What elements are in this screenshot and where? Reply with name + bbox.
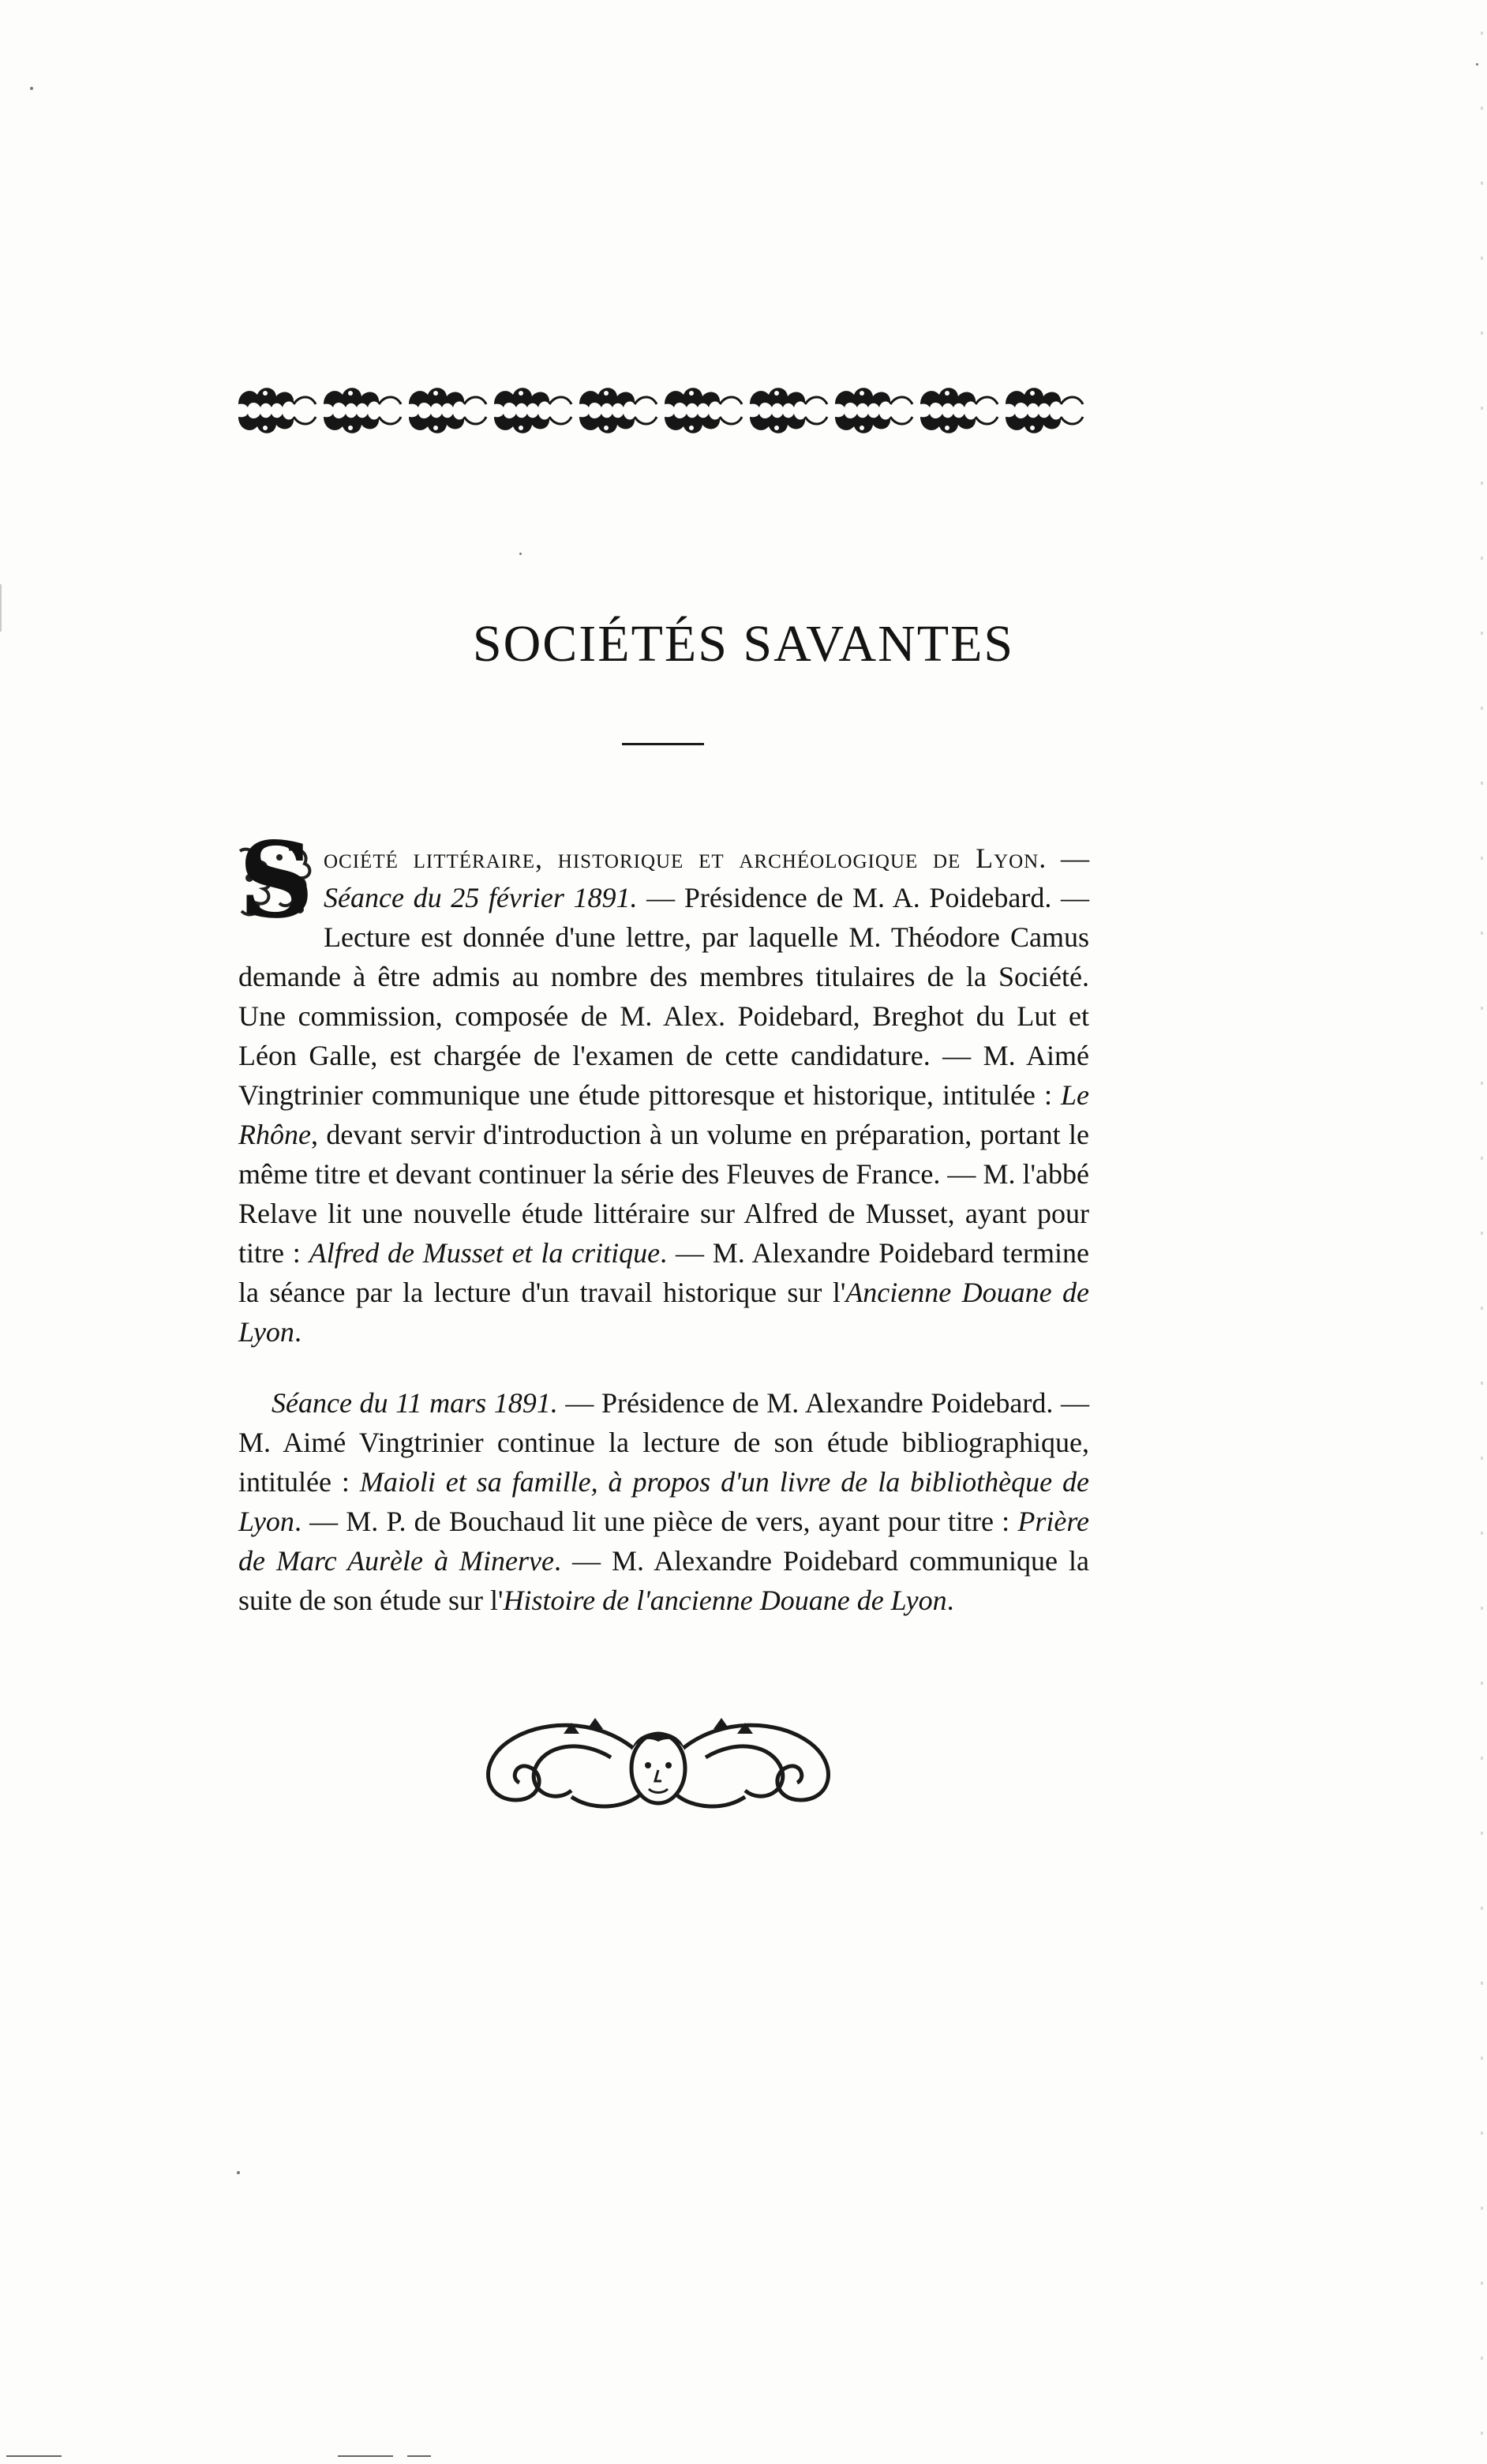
bottom-rule [338,2455,393,2457]
minutes-text: . — M. P. de Bouchaud lit une pièce de vers, ayant pour titre : [294,1506,1018,1537]
society-name: ociété littéraire, historique et archéologique de Lyon. [324,842,1047,874]
minutes-text: , devant servir d'introduction à un volume en préparation, portant le même titre et devant continuer la série des Fleuves de France. — M. l'abbé Relave lit une nouvelle étude littéraire sur Alfred de Musset, ayant pour titre : [238,1119,1089,1269]
work-title: Ancienne Douane de Lyon [238,1277,1089,1348]
work-title: Maioli et sa famille, à propos d'un livre de la bibliothèque de Lyon [238,1466,1090,1537]
scan-edge [1481,0,1483,2464]
work-title: Histoire de l'ancienne Douane de Lyon [503,1585,947,1616]
page-speck [30,87,33,90]
seance-date: Séance du 11 mars 1891. [272,1387,558,1419]
dash: — [1047,842,1090,874]
title-divider [622,743,704,745]
bottom-rule [6,2455,62,2457]
page-speck [1476,63,1478,66]
seance-date: Séance du 25 février 1891. [324,882,638,913]
page-speck [519,553,522,555]
minutes-text: . — M. Alexandre Poidebard termine la séance par la lecture d'un travail historique sur l' [238,1237,1089,1308]
paragraph-seance-february [238,819,1090,1352]
page-speck [237,2171,240,2174]
minutes-text: . — M. Alexandre Poidebard communique la suite de son étude sur l' [238,1545,1090,1616]
work-title: Le Rhône [238,1079,1089,1150]
dropcap [234,819,319,942]
paragraph-seance-march [238,1383,1089,1620]
minutes-text: . [294,1316,302,1348]
dropcap-letter: S [238,819,314,942]
vine-leaf-band-ornament [234,381,1089,441]
page-title: SOCIÉTÉS SAVANTES [472,615,1015,673]
minutes-text: — Présidence de M. A. Poidebard. — Lecture est donnée d'une lettre, par laquelle M. Théodore Camus demande à être admis au nombre des membres titulaires de la Société. Une commission, composée de M. Alex. Poidebard, Breghot du Lut et Léon Galle, est chargée de l'examen de cette candidature. — M. Aimé Vingtrinier communique une étude pittoresque et historique, intitulée : [238,882,1089,1111]
minutes-text: . [946,1585,954,1616]
bottom-rule [407,2455,431,2457]
article-body [238,819,1090,1620]
minutes-text: — Présidence de M. Alexandre Poidebard. — M. Aimé Vingtrinier continue la lecture de son étude bibliographique, intitulée : [238,1387,1089,1498]
cherub-head-scroll-tailpiece [453,1702,863,1821]
work-title: Alfred de Musset et la critique [309,1237,661,1269]
work-title: Prière de Marc Aurèle à Minerve [238,1506,1089,1577]
